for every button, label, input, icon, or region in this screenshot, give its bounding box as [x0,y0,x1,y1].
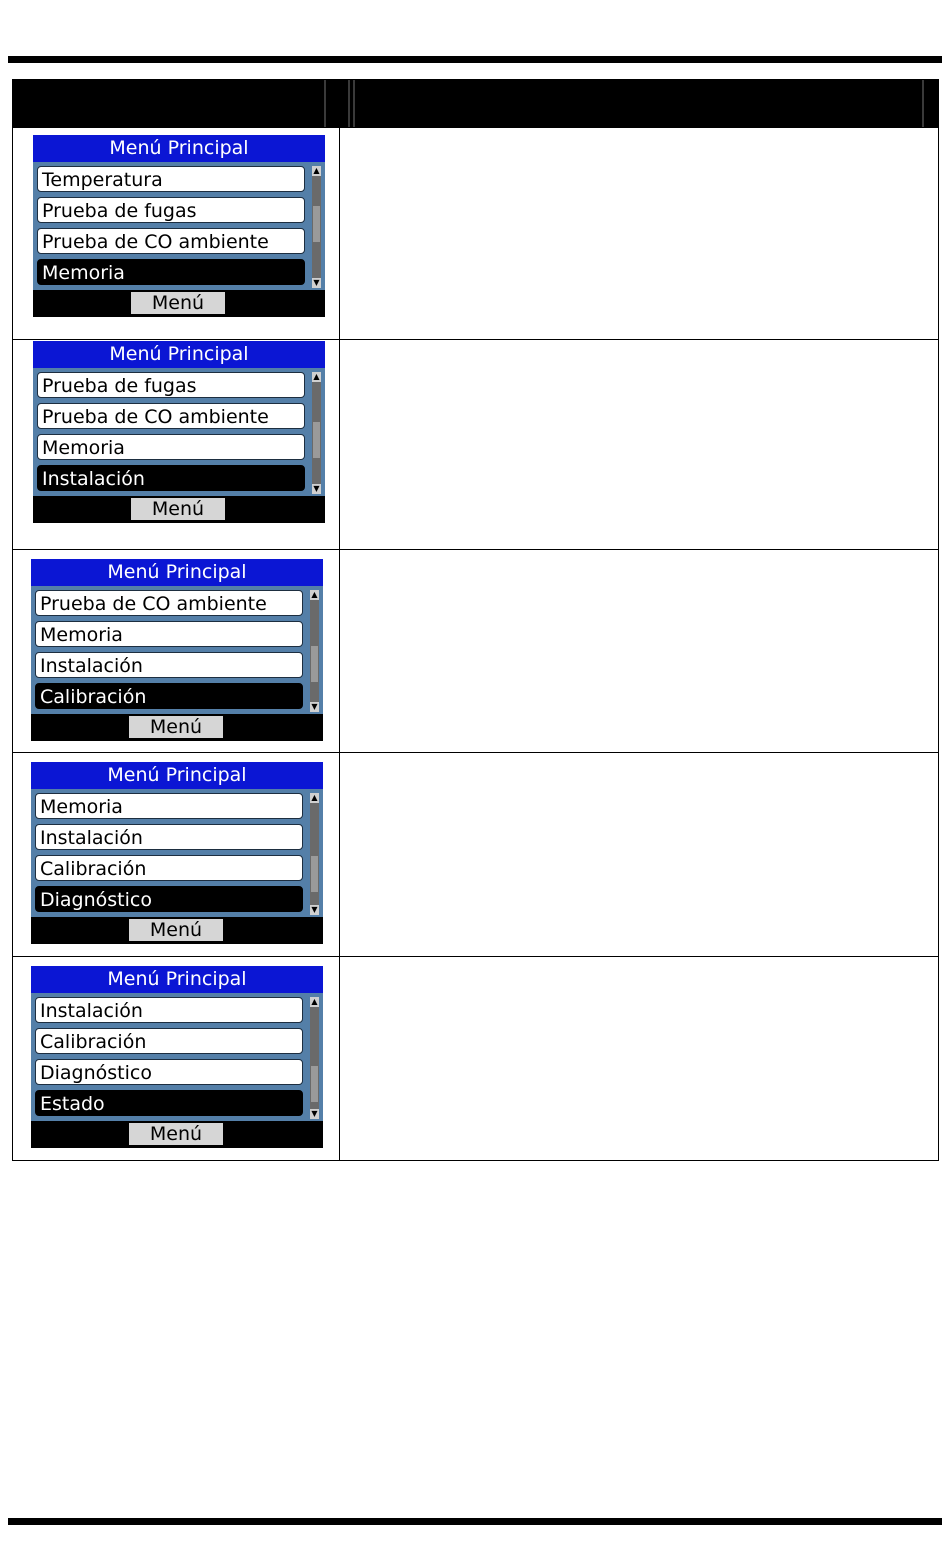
scroll-down-arrow-icon[interactable]: ▼ [311,1109,318,1118]
menu-item[interactable]: Calibración [35,683,303,709]
screen-cell [13,340,340,550]
table-header-right [340,80,939,128]
menu-item[interactable]: Instalación [35,997,303,1023]
menu-item[interactable]: Prueba de CO ambiente [35,590,303,616]
screen-title: Menú Principal [31,966,323,993]
menu-item[interactable]: Calibración [35,1028,303,1054]
menu-item[interactable]: Prueba de CO ambiente [37,403,305,429]
scroll-up-arrow-icon[interactable]: ▲ [311,793,318,802]
menu-item[interactable]: Diagnóstico [35,886,303,912]
menu-list [33,368,325,496]
table-header-left [13,80,340,128]
header-divider [348,80,350,127]
scroll-thumb[interactable] [311,856,318,892]
scroll-thumb[interactable] [311,646,318,682]
scroll-down-arrow-icon[interactable]: ▼ [313,484,320,493]
device-screen [31,762,323,944]
scroll-up-arrow-icon[interactable]: ▲ [311,997,318,1006]
menu-item[interactable]: Estado [35,1090,303,1116]
menu-list [31,993,323,1121]
table-row [13,340,939,550]
scroll-up-arrow-icon[interactable]: ▲ [313,372,320,381]
screen-title: Menú Principal [31,559,323,586]
table-row [13,128,939,340]
device-screen [33,341,325,523]
screen-cell [13,128,340,340]
table-row [13,753,939,957]
description-cell [340,753,939,957]
scroll-thumb[interactable] [313,206,320,242]
screen-cell [13,957,340,1161]
screen-cell [13,550,340,753]
screen-cell [13,753,340,957]
scrollbar[interactable] [312,166,321,288]
header-divider [324,80,326,127]
screen-title: Menú Principal [33,341,325,368]
scroll-thumb[interactable] [313,422,320,458]
menu-list [31,586,323,714]
menu-item[interactable]: Memoria [35,793,303,819]
menu-item[interactable]: Memoria [37,259,305,285]
menu-softkey-button[interactable]: Menú [129,1123,223,1145]
description-cell [340,340,939,550]
scrollbar[interactable] [310,590,319,712]
scroll-up-arrow-icon[interactable]: ▲ [311,590,318,599]
description-cell [340,550,939,753]
description-cell [340,957,939,1161]
scrollbar[interactable] [312,372,321,494]
menu-table [12,79,939,1161]
scroll-thumb[interactable] [311,1066,318,1102]
menu-softkey-button[interactable]: Menú [129,919,223,941]
menu-item[interactable]: Prueba de fugas [37,372,305,398]
menu-item[interactable]: Instalación [35,652,303,678]
menu-item[interactable]: Instalación [35,824,303,850]
menu-item[interactable]: Calibración [35,855,303,881]
menu-item[interactable]: Prueba de CO ambiente [37,228,305,254]
device-screen [31,966,323,1148]
table-row [13,550,939,753]
scrollbar[interactable] [310,997,319,1119]
menu-list [33,162,325,290]
menu-item[interactable]: Memoria [35,621,303,647]
scroll-up-arrow-icon[interactable]: ▲ [313,166,320,175]
header-divider [922,80,924,127]
scroll-down-arrow-icon[interactable]: ▼ [313,278,320,287]
menu-softkey-button[interactable]: Menú [131,498,225,520]
device-screen [31,559,323,741]
menu-softkey-button[interactable]: Menú [131,292,225,314]
menu-softkey-button[interactable]: Menú [129,716,223,738]
menu-item[interactable]: Diagnóstico [35,1059,303,1085]
scroll-down-arrow-icon[interactable]: ▼ [311,702,318,711]
bottom-rule [8,1518,942,1525]
scrollbar[interactable] [310,793,319,915]
screen-title: Menú Principal [33,135,325,162]
menu-item[interactable]: Instalación [37,465,305,491]
header-divider [353,80,355,127]
menu-item[interactable]: Temperatura [37,166,305,192]
menu-item[interactable]: Memoria [37,434,305,460]
table-header-row [13,80,939,128]
screen-title: Menú Principal [31,762,323,789]
table-row [13,957,939,1161]
scroll-down-arrow-icon[interactable]: ▼ [311,905,318,914]
top-rule [8,56,942,63]
menu-list [31,789,323,917]
device-screen [33,135,325,317]
menu-item[interactable]: Prueba de fugas [37,197,305,223]
description-cell [340,128,939,340]
